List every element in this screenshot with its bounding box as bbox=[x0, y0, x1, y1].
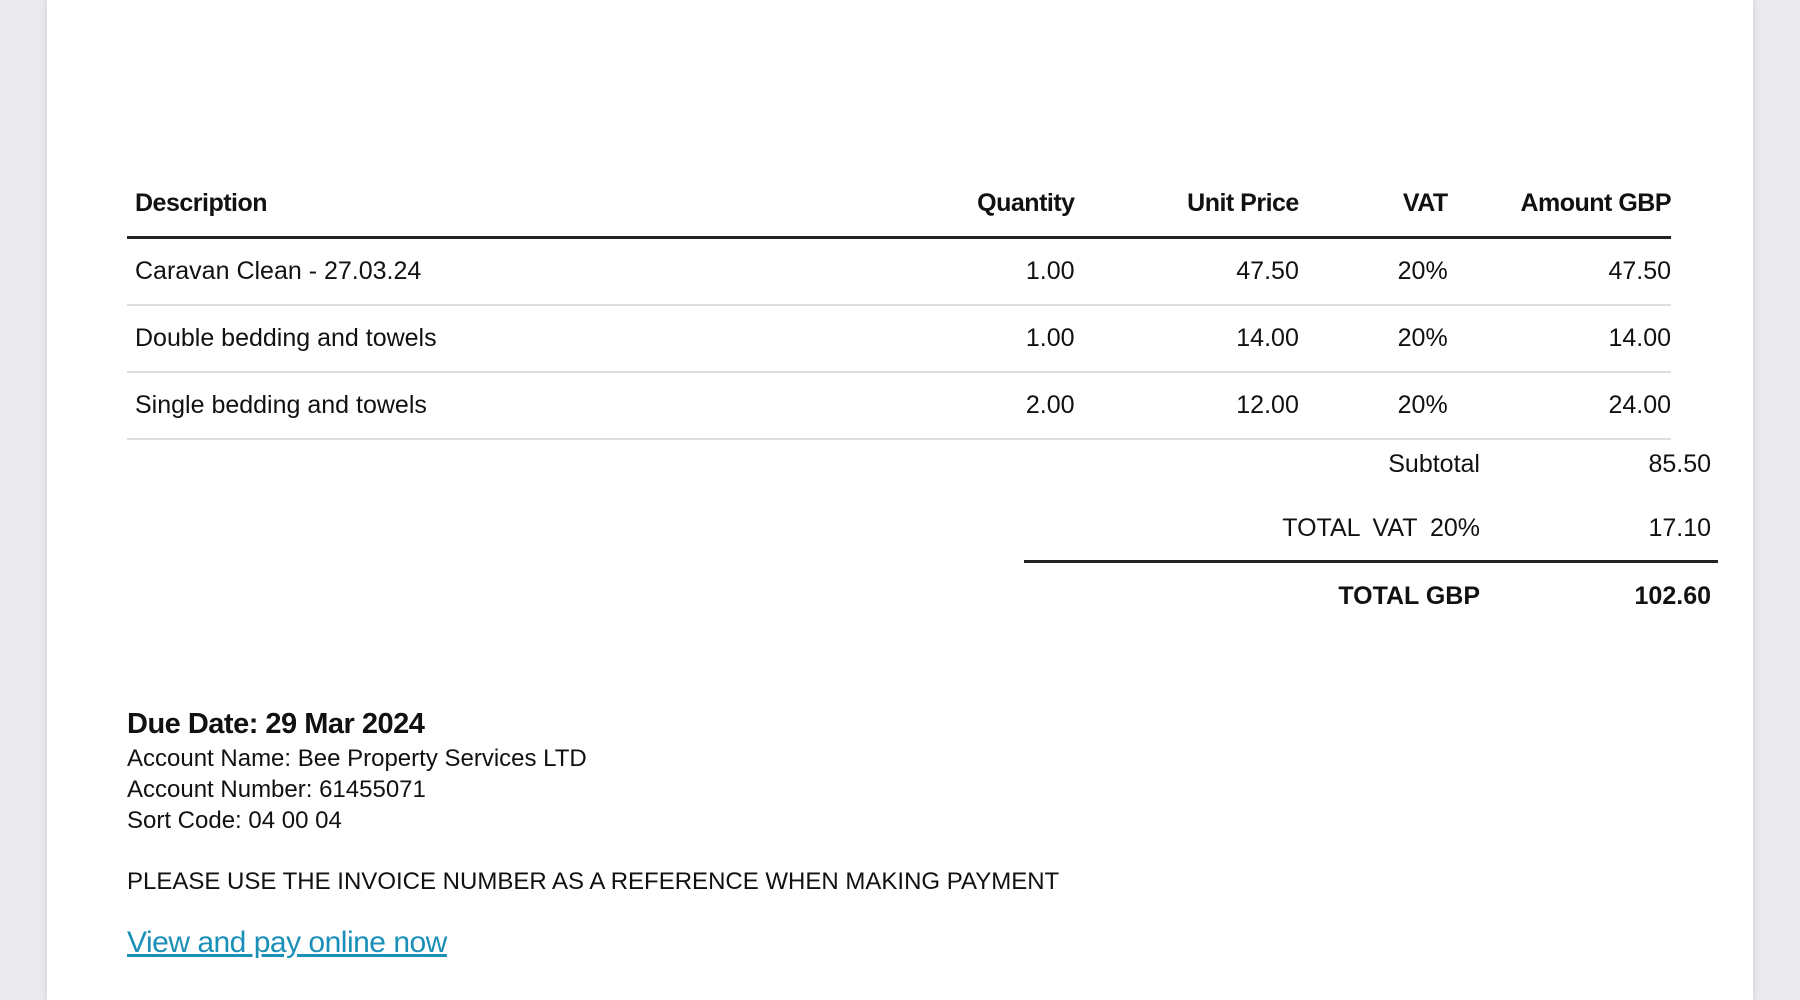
table-row bbox=[127, 306, 1671, 373]
header-amount: Amount GBP bbox=[1520, 188, 1671, 217]
header-unit-price: Unit Price bbox=[1187, 188, 1299, 217]
cell-description: Double bedding and towels bbox=[135, 324, 437, 352]
cell-quantity: 1.00 bbox=[1025, 257, 1075, 285]
table-row bbox=[127, 373, 1671, 440]
table-row bbox=[127, 239, 1671, 306]
cell-quantity: 2.00 bbox=[1025, 391, 1075, 419]
payment-details bbox=[127, 705, 1327, 960]
pay-online-link[interactable]: View and pay online now bbox=[127, 926, 447, 959]
header-quantity: Quantity bbox=[977, 188, 1075, 217]
cell-vat: 20% bbox=[1397, 257, 1448, 285]
grand-total-value: 102.60 bbox=[1634, 581, 1711, 610]
total-vat-row bbox=[1024, 496, 1718, 563]
table-header-row bbox=[127, 170, 1671, 239]
cell-description: Caravan Clean - 27.03.24 bbox=[135, 257, 422, 285]
subtotal-label: Subtotal bbox=[1388, 449, 1480, 478]
total-vat-label: TOTAL VAT 20% bbox=[1282, 513, 1480, 542]
cell-unit-price: 14.00 bbox=[1236, 324, 1299, 352]
cell-description: Single bedding and towels bbox=[135, 391, 427, 419]
grand-total-row bbox=[1024, 563, 1718, 629]
account-number: Account Number: 61455071 bbox=[127, 776, 426, 803]
header-vat: VAT bbox=[1402, 188, 1448, 217]
due-date: Due Date: 29 Mar 2024 bbox=[127, 708, 425, 740]
totals-block bbox=[1024, 432, 1718, 629]
payment-reference-note: PLEASE USE THE INVOICE NUMBER AS A REFERENCE WHEN MAKING PAYMENT bbox=[127, 868, 1060, 895]
account-name: Account Name: Bee Property Services LTD bbox=[127, 745, 587, 772]
cell-unit-price: 47.50 bbox=[1236, 257, 1299, 285]
line-items-table bbox=[127, 170, 1671, 440]
invoice-page bbox=[47, 0, 1753, 1000]
subtotal-row bbox=[1024, 432, 1718, 496]
cell-amount: 24.00 bbox=[1608, 391, 1671, 419]
sort-code: Sort Code: 04 00 04 bbox=[127, 807, 342, 834]
subtotal-value: 85.50 bbox=[1648, 449, 1711, 478]
cell-vat: 20% bbox=[1397, 324, 1448, 352]
cell-amount: 14.00 bbox=[1608, 324, 1671, 352]
cell-quantity: 1.00 bbox=[1025, 324, 1075, 352]
cell-amount: 47.50 bbox=[1608, 257, 1671, 285]
grand-total-label: TOTAL GBP bbox=[1338, 581, 1480, 610]
total-vat-value: 17.10 bbox=[1648, 513, 1711, 542]
cell-unit-price: 12.00 bbox=[1236, 391, 1299, 419]
cell-vat: 20% bbox=[1397, 391, 1448, 419]
header-description: Description bbox=[135, 188, 268, 217]
